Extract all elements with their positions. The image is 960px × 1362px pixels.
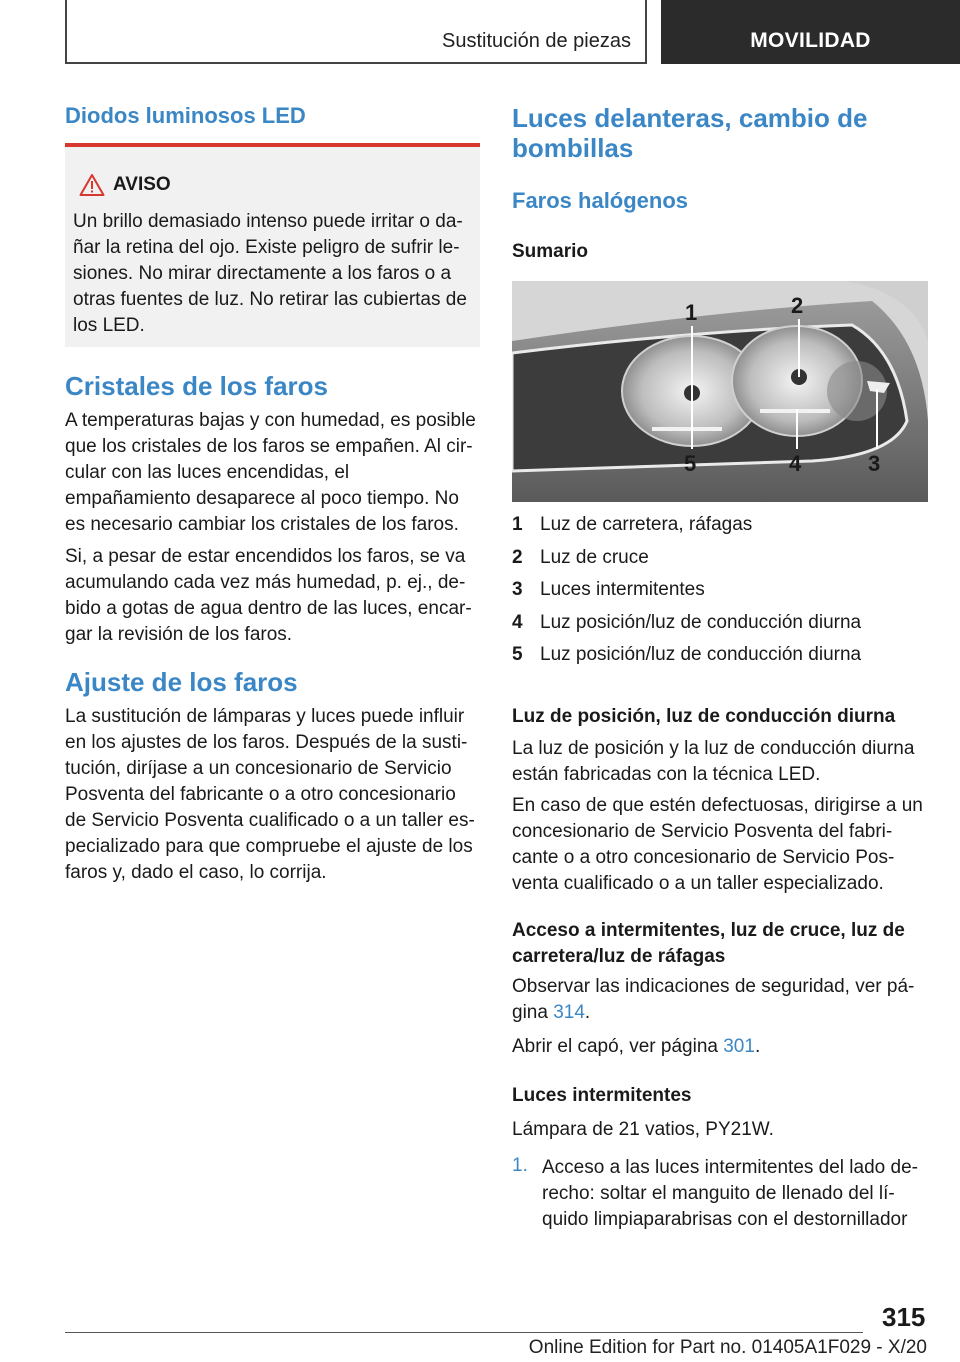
- posicion-paragraph-2: En caso de que estén defectuosas, dirigirse a un concesionario de Servicio Posventa del fabri-cante o a otro concesionario de Servicio Pos-venta cualificado o a un taller especializado.: [512, 795, 923, 894]
- figure-label-5: 5: [684, 451, 697, 476]
- heading-faros-halogenos: Faros halógenos: [512, 188, 689, 213]
- page-link-301[interactable]: 301: [723, 1036, 755, 1057]
- headlight-figure: [512, 281, 928, 502]
- heading-cristales: Cristales de los faros: [65, 371, 328, 401]
- heading-luz-posicion: Luz de posición, luz de conducción diurna: [512, 706, 896, 727]
- heading-intermitentes: Luces intermitentes: [512, 1085, 692, 1106]
- headlight-illustration: [512, 281, 928, 502]
- warning-title: AVISO: [113, 174, 171, 195]
- figure-label-2: 2: [791, 293, 804, 318]
- legend-number: 2: [512, 546, 523, 568]
- footer-edition: Online Edition for Part no. 01405A1F029 - X/20: [528, 1337, 927, 1358]
- legend-number: 1: [512, 514, 523, 535]
- heading-diodos: Diodos luminosos LED: [65, 103, 306, 128]
- heading-luces-delanteras: Luces delanteras, cambio de bombillas: [512, 103, 868, 163]
- acceso-text-end: .: [584, 1002, 591, 1023]
- legend-item: [512, 612, 928, 645]
- legend-item: [512, 579, 928, 612]
- heading-ajuste: Ajuste de los faros: [65, 667, 298, 697]
- posicion-paragraph-1: La luz de posición y la luz de conducción diurna están fabricadas con la técnica LED.: [512, 738, 915, 785]
- legend-item: [512, 547, 928, 580]
- legend-item: [512, 644, 928, 677]
- heading-acceso: Acceso a intermitentes, luz de cruce, luz de carretera/luz de ráfagas: [512, 920, 905, 967]
- legend-text: Luz de carretera, ráfagas: [540, 514, 753, 535]
- legend-number: 3: [512, 579, 523, 600]
- warning-text: Un brillo demasiado intenso puede irritar o da-ñar la retina del ojo. Existe peligro de sufrir le-siones. No mirar directamente a los faros o a otras fuentes de luz. No retirar las cubiertas de los LED.: [73, 211, 467, 336]
- intermitentes-paragraph: Lámpara de 21 vatios, PY21W.: [512, 1119, 774, 1140]
- cristales-paragraph-2: Si, a pesar de estar encendidos los faros, se va acumulando cada vez más humedad, p. ej., de-bido a gotas de agua dentro de las luces, encar-gar la revisión de los faros.: [65, 546, 472, 645]
- figure-legend: [512, 514, 928, 677]
- capo-text: Abrir el capó, ver página: [512, 1036, 724, 1057]
- legend-text: Luz posición/luz de conducción diurna: [540, 611, 862, 633]
- page-link-314[interactable]: 314: [553, 1002, 585, 1023]
- figure-label-4: 4: [789, 451, 802, 476]
- header-chapter-tab: MOVILIDAD: [661, 0, 960, 64]
- header-section-tab: [65, 0, 647, 64]
- heading-sumario: Sumario: [512, 241, 589, 262]
- step-text: Acceso a las luces intermitentes del lado de-recho: soltar el manguito de llenado del lí-quido limpiaparabrisas con el destornillador: [542, 1157, 918, 1230]
- acceso-paragraph-1: [512, 974, 928, 1026]
- legend-item: [512, 514, 928, 547]
- acceso-text: Observar las indicaciones de seguridad, ver pá-gina: [512, 976, 915, 1023]
- ajuste-paragraph: La sustitución de lámparas y luces puede influir en los ajustes de los faros. Después de la susti-tución, diríjase a un concesionario de Servicio Posventa del fabricante o a otro concesionario de Servicio Posventa cualificado o a un taller es-pecializado para que compruebe el ajuste de los faros y, dado el caso, lo corrija.: [65, 706, 475, 883]
- legend-text: Luces intermitentes: [540, 579, 705, 600]
- cristales-paragraph-1: A temperaturas bajas y con humedad, es posible que los cristales de los faros se empañen. Al cir-cular con las luces encendidas, el empañamiento desaparece al poco tiempo. No es necesario cambiar los cristales de los faros.: [65, 410, 476, 535]
- legend-number: 4: [512, 611, 523, 633]
- figure-label-3: 3: [868, 451, 881, 476]
- acceso-paragraph-2: [512, 1034, 928, 1060]
- step-number: 1.: [512, 1155, 528, 1176]
- page-number: 315: [882, 1302, 926, 1332]
- step-list-item: [512, 1155, 928, 1235]
- header-section-title: Sustitución de piezas: [441, 30, 631, 52]
- legend-text: Luz posición/luz de conducción diurna: [540, 644, 862, 665]
- warning-box: [65, 143, 480, 347]
- warning-triangle-icon: [79, 173, 105, 197]
- capo-text-end: .: [754, 1036, 761, 1057]
- legend-number: 5: [512, 644, 523, 665]
- footer-divider: [65, 1332, 863, 1333]
- figure-label-1: 1: [685, 300, 698, 325]
- legend-text: Luz de cruce: [540, 546, 649, 568]
